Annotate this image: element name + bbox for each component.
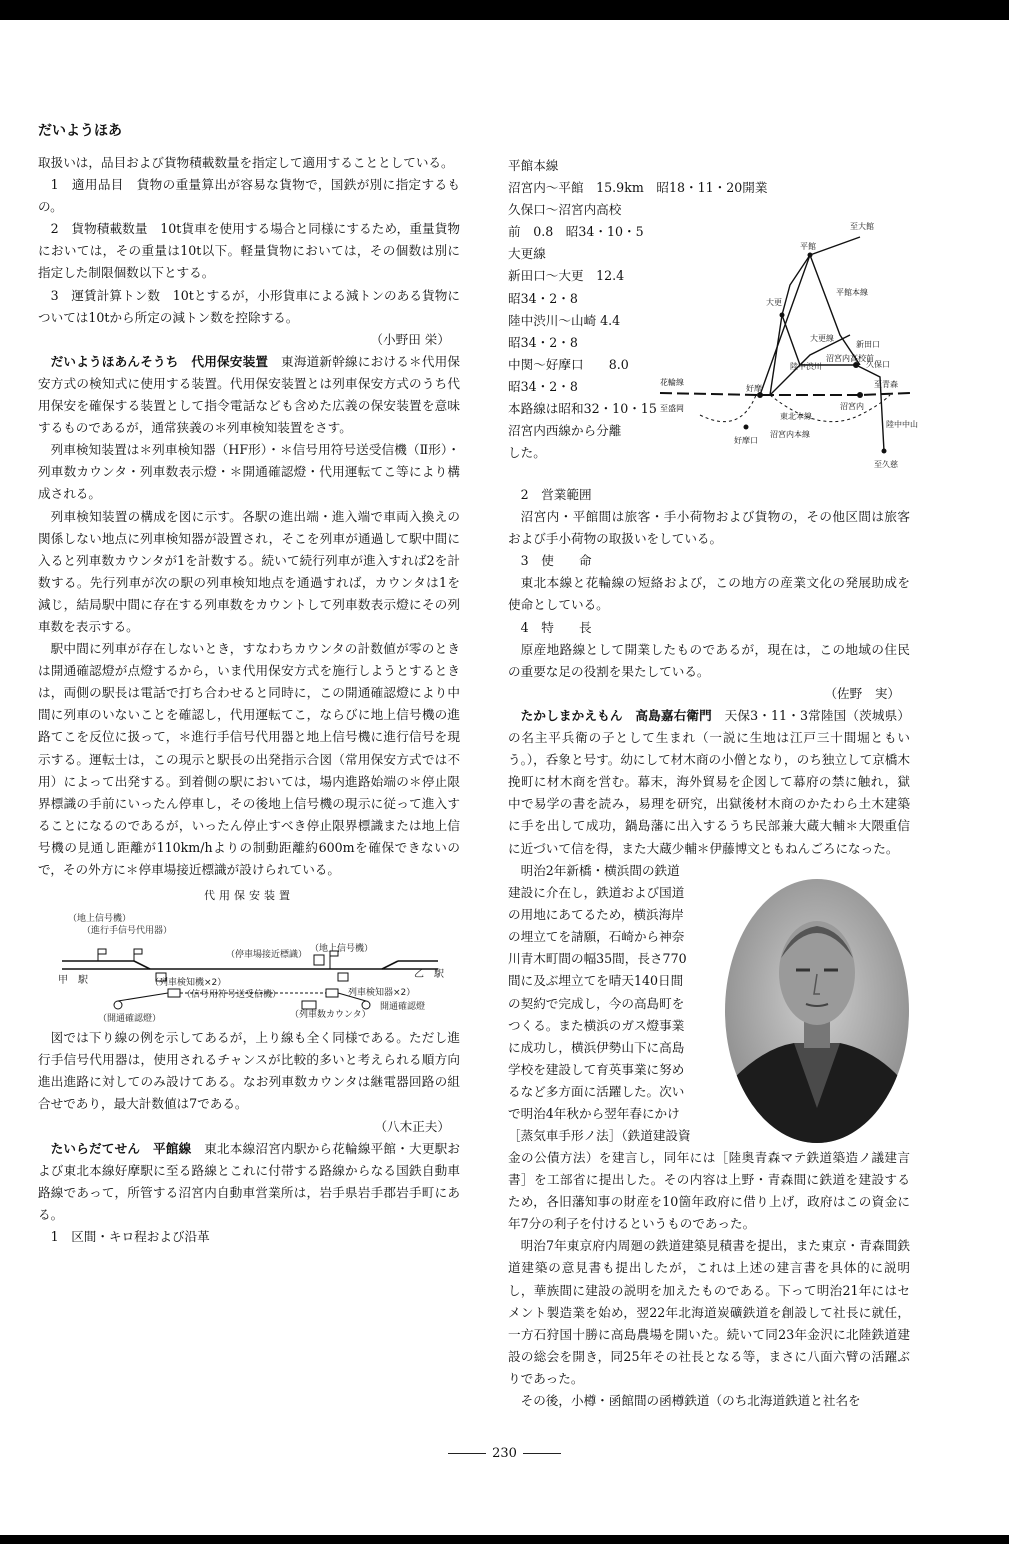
label-approach-sign: （停車場接近標識） — [226, 950, 308, 961]
map-label-hanawa: 花輪線 — [660, 378, 684, 387]
wrap-line: つくる。また横浜のガス燈事業 — [508, 1017, 685, 1033]
wrap-line: に成功し，横浜伊勢山下に高島 — [508, 1039, 685, 1055]
page-number — [0, 1446, 1009, 1461]
page-header: だいようほあ — [38, 123, 122, 139]
paragraph: 図では下り線の例を示してあるが，上り線も全く同様である。ただし進行手信号代用器は，使用されるチャンスが比較的多いと考えられる順方向進出進路に対してのみ設けてある。なお列車数カウンタは継電器回路の組合せであり，最大計数値は7である。 — [38, 1030, 461, 1112]
label-signal-left: （地上信号機） — [68, 914, 132, 925]
paragraph: その後，小樽・函館間の函樽鉄道（のち北海道鉄道と社名を — [520, 1393, 861, 1409]
top-border — [0, 0, 1009, 20]
wrap-line: 明治2年新橋・横浜間の鉄道 — [520, 863, 680, 878]
safety-device-diagram — [38, 909, 460, 1027]
section-heading: 2 営業範囲 — [520, 487, 592, 502]
paragraph: 金の公債方法）を建言し，同年には［陸奥青森マテ鉄道築造ノ議建言書］を工部省に提出した。その内容は上野・青森間に鉄道を建設するため，各旧藩知事の財産を10箇年政府に借り上げ，政府はこの資金に年7分の利子を付けるというものであった。 — [508, 1150, 910, 1232]
map-label-oubuke-line: 大更線 — [810, 334, 834, 343]
route-line: 本路線は昭和32・10・15 — [508, 401, 657, 417]
map-label-kuboguchi: 久保口 — [866, 360, 890, 369]
paragraph: 東海道新幹線における＊代用保安方式の検知式に使用する装置。代用保安装置とは列車保安方式のうち代用保安を確保する装置として指令電話なども含めた広義の保安装置を意味するものであるが，通常狭義の＊列車検知装置をさす。 — [38, 353, 461, 436]
wrap-line: 間に及ぶ埋立てを晴天140日間 — [508, 973, 684, 989]
entry-headword: たいらだてせん 平館線 — [50, 1140, 192, 1156]
route-line: 前 0.8 昭34・10・5 — [508, 224, 644, 240]
label-confirm-left: （開通確認燈） — [98, 1014, 162, 1025]
route-line: 昭34・2・8 — [508, 290, 578, 306]
page-number-text: 230 — [492, 1446, 517, 1461]
paragraph: 駅中間に列車が存在しないとき，すなわちカウンタの計数値が零のときは開通確認燈が点燈するから，いま代用保安方式を施行しようとするときは，両側の駅長は電話で打ち合わせると同時に，この開通確認燈により中間に列車のいないことを確認し，代用運転てこ，ならびに地上信号機の進路てこを反位に扱って，＊進行手信号代用器と地上信号機に進行信号を現示する。運転士は，この現示と駅長の出発指示合図（常用保安方式では不用）によって出発する。到着側の駅においては，場内進路始端の＊停止限界標識の手前にいったん停車し，その後地上信号機の現示に従って進入することになるのであるが，いったん停止すべき停止限界標識または地上信号機の見通し距離が110km/hよりの制動距離約600mを確保できないので，その外方に＊停車場接近標識が設けられている。 — [38, 641, 460, 877]
route-line: 中関～好摩口 8.0 — [508, 356, 629, 372]
paragraph: 2 貨物積載数量 10t貨車を使用する場合と同様にするため，重量貨物においては，その重量は10t以下。軽量貨物においては，その個数は別に指定した制限個数以下とする。 — [38, 221, 460, 281]
entry-headword: だいようほあんそうち 代用保安装置 — [50, 353, 269, 369]
label-station-a: 甲 駅 — [58, 975, 88, 987]
label-counter: （列車数カウンタ） — [290, 1010, 371, 1021]
page-rule-left — [448, 1453, 486, 1454]
paragraph: 1 適用品目 貨物の重量算出が容易な貨物で，国鉄が別に指定するもの。 — [38, 177, 460, 215]
label-signal-right: （地上信号機） — [310, 944, 374, 955]
label-detector-left: （列車検知機×2） — [150, 978, 227, 989]
left-column — [38, 152, 460, 1248]
map-label-honsen: 平館本線 — [836, 288, 868, 297]
label-transceiver: （信号用符号送受信機） — [182, 990, 282, 1001]
map-label-koumaguchi: 好摩口 — [734, 436, 758, 445]
paragraph: 東北本線と花輪線の短絡および，この地方の産業文化の発展助成を使命としている。 — [508, 575, 910, 613]
route-line: 久保口～沼宮内高校 — [508, 202, 622, 218]
map-label-morioka: 至盛岡 — [660, 404, 684, 413]
section-heading: 4 特 長 — [520, 619, 592, 635]
map-label-numakunai: 沼宮内 — [840, 402, 864, 411]
author-signature: （小野田 栄） — [370, 331, 450, 347]
wrapped-text — [508, 860, 718, 1147]
map-label-kuji: 至久慈 — [874, 460, 898, 469]
map-label-aomori: 至青森 — [874, 380, 898, 389]
route-line: した。 — [508, 445, 546, 461]
label-hand-signal: （進行手信号代用器） — [82, 926, 173, 937]
wrap-line: 建設に介在し，鉄道および国道 — [508, 885, 685, 901]
wrap-line: 川青木町間の幅35間，長さ770 — [508, 951, 687, 967]
paragraph: 列車検知装置は＊列車検知器（HF形）・＊信号用符号送受信機（Ⅱ形）・列車数カウンタ・列車数表示燈・＊開通確認燈・代用運転てこ等により構成される。 — [38, 442, 460, 502]
route-line: 陸中渋川～山崎 4.4 — [508, 312, 621, 328]
entry-headword: たかしまかえもん 高島嘉右衛門 — [520, 707, 712, 723]
bottom-border — [0, 1535, 1009, 1544]
map-label-high-school: 沼宮内高校前 — [826, 354, 874, 363]
map-label-nittaguchi: 新田口 — [856, 340, 880, 349]
wrap-line: 学校を建設して育英事業に努め — [508, 1061, 685, 1077]
wrap-line: ［蒸気車手形ノ法］（鉄道建設資 — [508, 1128, 691, 1144]
wrap-line: の契約で完成し，今の高島町を — [508, 995, 685, 1011]
map-label-tohoku-main: 東北本線 — [780, 412, 812, 421]
route-line: 平館本線 — [508, 158, 559, 173]
paragraph: 東北本線沼宮内駅から花輪線平館・大更駅および東北本線好摩駅に至る路線とこれに付帯する路線からなる国鉄自動車路線であって，所管する沼宮内自動車営業所は，岩手県岩手郡岩手町にある。 — [38, 1140, 461, 1222]
portrait-photo — [724, 878, 910, 1144]
route-line: 昭34・2・8 — [508, 378, 578, 394]
right-column-bottom — [508, 1147, 910, 1412]
paragraph: 天保3・11・3常陸国（茨城県）の名主平兵衛の子として生まれ（一説に生地は江戸三十間堀ともいう。），呑象と号す。幼にして材木商の小僧となり，のち独立して京橋木挽町に材木商を営む。幕末，海外貿易を企図して幕府の禁に触れ，獄中で易学の書を読み，易理を研究，出獄後材木商のかたわら土木建築に手を出して成功，鍋島藩に出入するうち民部兼大蔵大輔＊大隈重信に近づいて信を得，また大蔵少輔＊伊藤博文ともねんごろになった。 — [508, 707, 911, 856]
paragraph: 3 運賃計算トン数 10tとするが，小形貨車による減トンのある貨物については10tから所定の減トン数を控除する。 — [38, 287, 460, 325]
map-label-kaminaka: 陸中中山 — [886, 420, 918, 429]
author-signature: （八木正夫） — [374, 1118, 450, 1134]
route-line: 新田口～大更 12.4 — [508, 268, 625, 284]
route-line: 大更線 — [508, 246, 546, 262]
figure-caption: 代用保安装置 — [204, 889, 294, 903]
route-line: 沼宮内西線から分離 — [508, 423, 622, 439]
paragraph: 原産地路線として開業したものであるが，現在は，この地域の住民の重要な足の役割を果たしている。 — [508, 641, 910, 679]
map-label-shibukawa: 陸中渋川 — [790, 362, 822, 371]
paragraph: 取扱いは，品目および貨物積載数量を指定して適用することとしている。 — [38, 155, 454, 170]
map-label-kazuno: 至大館 — [850, 222, 874, 231]
section-heading: 3 使 命 — [520, 553, 592, 569]
page-rule-right — [523, 1453, 561, 1454]
route-line: 沼宮内～平館 15.9km 昭18・11・20開業 — [508, 180, 768, 196]
author-signature: （佐野 実） — [824, 685, 900, 701]
wrap-line: で明治4年秋から翌年春にかけ — [508, 1106, 680, 1122]
paragraph: 明治7年東京府内周廻の鉄道建築見積書を提出，また東京・青森間鉄道建築の意見書も提出したが，これは上述の建言書を具体的に説明し，華族間に建設の説明を加えたものである。下って明治21年にはセメント製造業を始め，翌22年北海道炭礦鉄道を創設して社長に就任，一方石狩国十勝に高島農場を開いた。続いて同23年金沢に北陸鉄道建設の総会を開き，同25年その社長となる等，まさに八面六臂の活躍ぶりであった。 — [508, 1238, 910, 1386]
label-station-b: 乙 駅 — [414, 969, 444, 981]
wrap-line: の用地にあてるため，横浜海岸 — [508, 907, 684, 923]
map-label-hiradate: 平館 — [800, 242, 816, 251]
paragraph: 沼宮内・平館間は旅客・手小荷物および貨物の，その他区間は旅客および手小荷物の取扱いをしている。 — [508, 509, 910, 547]
map-label-nishisen: 沼宮内本線 — [770, 430, 810, 439]
paragraph: 列車検知装置の構成を図に示す。各駅の進出端・進入端で車両入換えの関係しない地点に列車検知器が設置され，そこを列車が通過して駅中間に入ると列車数カウンタが1を計数する。続いて続行列車が進入すれば2を計数する。先行列車が次の駅の列車検知地点を通過すれば，カウンタは1を減じ，結局駅中間に存在する列車数をカウントして列車数表示燈にその列車数を表示する。 — [38, 508, 460, 634]
paragraph: 1 区間・キロ程および沿革 — [50, 1229, 210, 1245]
right-column — [508, 484, 910, 860]
wrap-line: の埋立てを請願，石崎から神奈 — [508, 929, 685, 945]
label-detector-right: 列車検知器×2） — [348, 988, 416, 999]
label-confirm-right: 開通確認燈 — [380, 1002, 426, 1013]
route-map — [660, 215, 918, 475]
route-line: 昭34・2・8 — [508, 334, 578, 350]
map-label-kouma: 好摩 — [746, 384, 762, 393]
wrap-line: るなど多方面に活躍した。次い — [508, 1083, 685, 1099]
map-label-oubuke: 大更 — [766, 298, 782, 307]
